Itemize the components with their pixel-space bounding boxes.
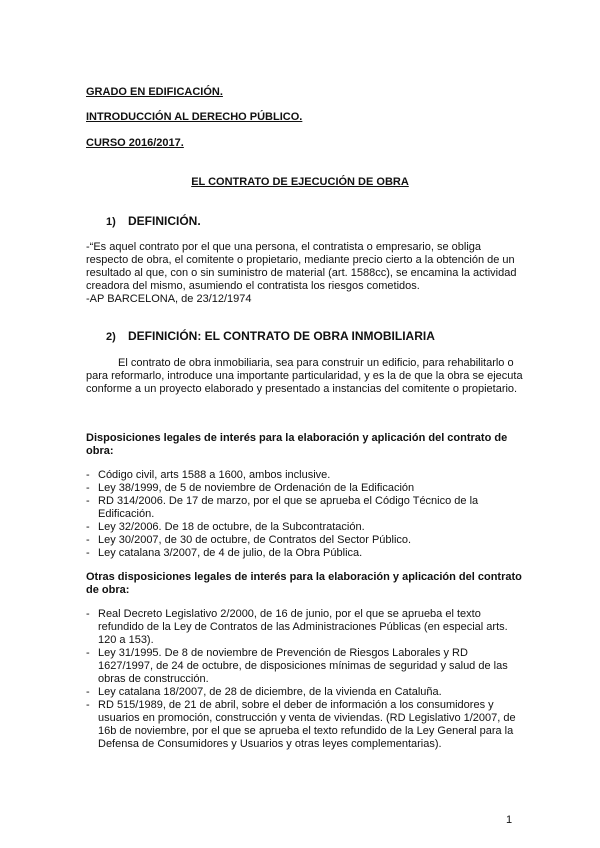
definition-block: [86, 241, 526, 306]
legal-provisions-heading: Disposiciones legales de interés para la elaboración y aplicación del contrato de obra:: [86, 432, 508, 457]
section-1-title: DEFINICIÓN.: [128, 214, 201, 228]
definition-source: -AP BARCELONA, de 23/12/1974: [86, 293, 252, 305]
course-degree: GRADO EN EDIFICACIÓN.: [86, 86, 223, 98]
list-item: - RD 515/1989, de 21 de abril, sobre el deber de información a los consumidores y usuarios en promoción, construcción y venta de viviendas. (RD Legislativo 1/2007, de 16b de noviembre, por el que se aprueba el texto refundido de la Ley General para la Defensa de Consumidores y Usuarios y otras leyes complementarias).: [86, 699, 516, 750]
list-item: - Ley 32/2006. De 18 de octubre, de la Subcontratación.: [86, 521, 365, 533]
definition-quote: -“Es aquel contrato por el que una persona, el contratista o empresario, se obliga respecto de obra, el comitente o propietario, mediante precio cierto a la obtención de un resultado al que, con o sin suministro de material (art. 1588cc), se encamina la actividad creadora del mismo, asumiendo el contratista los riesgos cometidos.: [86, 241, 517, 292]
section-2-paragraph: El contrato de obra inmobiliaria, sea para construir un edificio, para rehabilitarlo o para reformarlo, introduce una importante particularidad, y es la de que la obra se ejecuta conforme a un proyecto elaborado y presentado a instancias del comitente o propietario.: [86, 357, 523, 395]
section-2-paragraph-block: [86, 357, 526, 396]
list-item: - Ley 30/2007, de 30 de octubre, de Contratos del Sector Público.: [86, 534, 412, 546]
list-item: - Ley 38/1999, de 5 de noviembre de Ordenación de la Edificación: [86, 482, 415, 494]
list-item: - RD 314/2006. De 17 de marzo, por el que se aprueba el Código Técnico de la Edificación.: [86, 495, 479, 520]
section-2-number: 2): [106, 331, 116, 343]
page-number: 1: [506, 814, 513, 826]
section-1-number: 1): [106, 216, 116, 228]
section-1-heading: [106, 215, 201, 229]
section-2-heading: [106, 330, 435, 344]
legal-provisions-list: [86, 469, 526, 560]
list-item: - Real Decreto Legislativo 2/2000, de 16 de junio, por el que se aprueba el texto refundido de la Ley de Contratos de las Administraciones Públicas (en especial arts. 120 a 153).: [86, 608, 508, 646]
course-year: CURSO 2016/2017.: [86, 137, 184, 149]
document-title: EL CONTRATO DE EJECUCIÓN DE OBRA: [191, 176, 409, 188]
list-item: - Ley catalana 18/2007, de 28 de diciembre, de la vivienda en Cataluña.: [86, 686, 442, 698]
list-item: - Ley catalana 3/2007, de 4 de julio, de la Obra Pública.: [86, 547, 363, 559]
list-item: - Código civil, arts 1588 a 1600, ambos inclusive.: [86, 469, 331, 481]
course-subject: INTRODUCCIÓN AL DERECHO PÚBLICO.: [86, 111, 303, 123]
other-provisions-list: [86, 608, 526, 751]
other-provisions-heading: Otras disposiciones legales de interés para la elaboración y aplicación del contrato de obra:: [86, 571, 522, 596]
list-item: - Ley 31/1995. De 8 de noviembre de Prevención de Riesgos Laborales y RD 1627/1997, de 24 de octubre, de disposiciones mínimas de seguridad y salud de las obras de construcción.: [86, 647, 508, 685]
section-2-title: DEFINICIÓN: EL CONTRATO DE OBRA INMOBILIARIA: [128, 329, 435, 343]
